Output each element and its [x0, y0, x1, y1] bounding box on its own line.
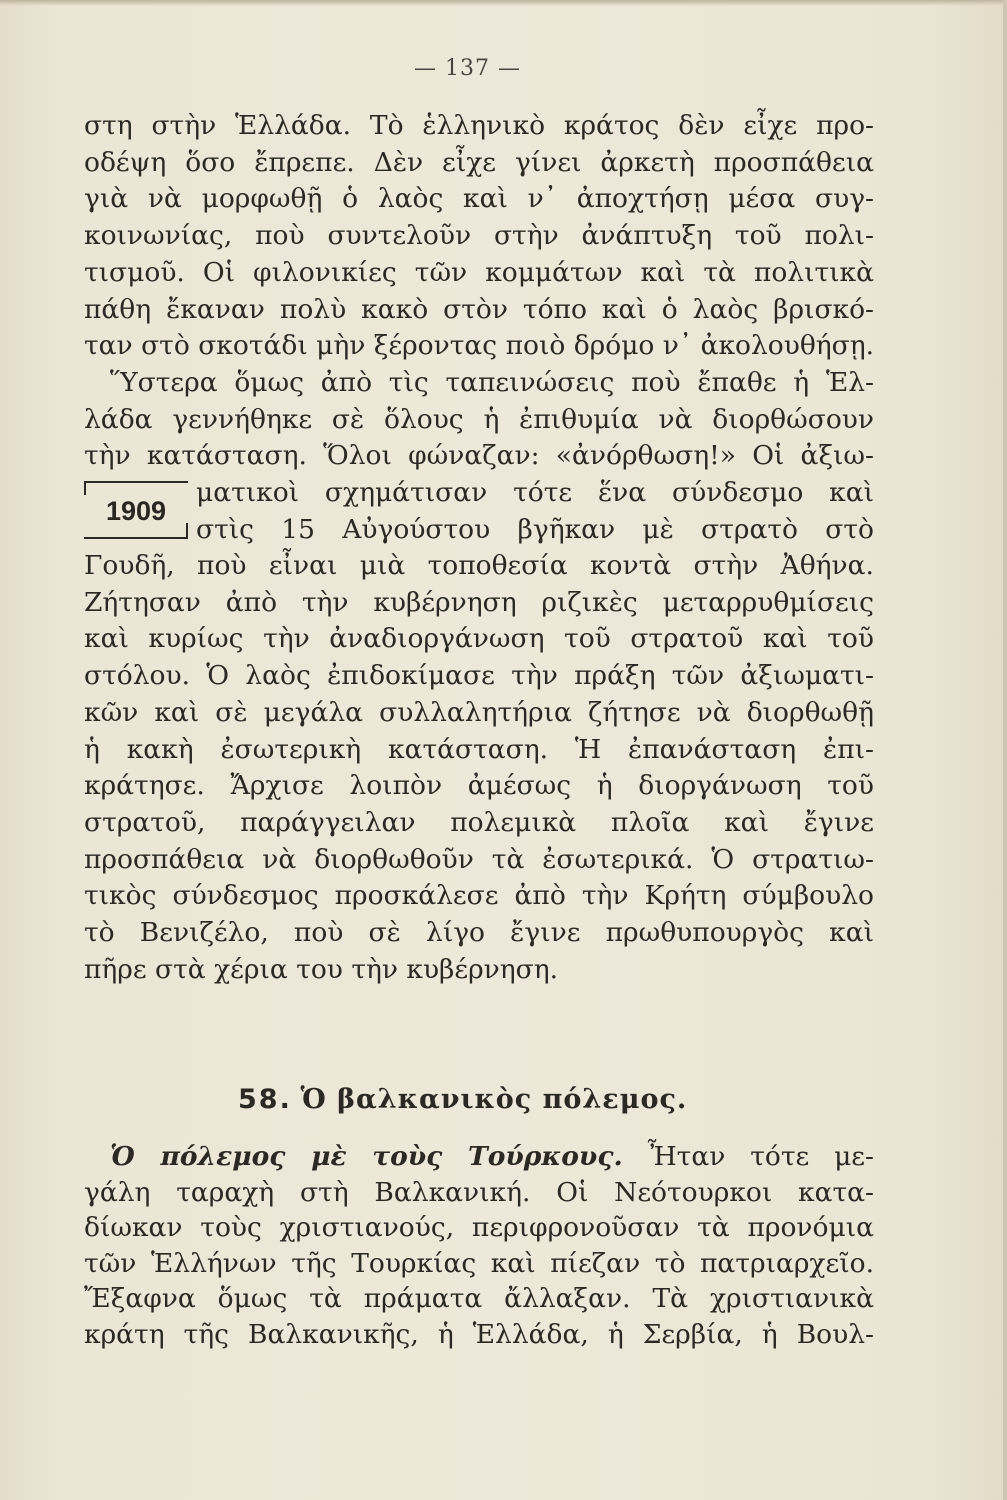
text-line: στρατοῦ, παράγγειλαν πολεμικὰ πλοῖα καὶ ἔγινε	[84, 806, 874, 838]
text-line: τὴν κατάσταση. Ὅλοι φώναζαν: «ἀνόρθωση!» Οἱ ἀξιω-	[84, 440, 874, 472]
text-line: κράτησε. Ἄρχισε λοιπὸν ἀμέσως ἡ διοργάνωση τοῦ	[84, 770, 874, 802]
text-line: ἡ κακὴ ἐσωτερικὴ κατάσταση. Ἡ ἐπανάσταση ἐπι-	[84, 733, 874, 765]
text-line: Γουδῆ, ποὺ εἶναι μιὰ τοποθεσία κοντὰ στὴν Ἀθήνα.	[84, 550, 874, 582]
text-line: τικὸς σύνδεσμος προσκάλεσε ἀπὸ τὴν Κρήτη σύμβουλο	[84, 880, 874, 912]
text-line: ματικοὶ σχημάτισαν τότε ἕνα σύνδεσμο καὶ	[196, 477, 874, 509]
section-title: Ὁ βαλκανικὸς πόλεμος.	[300, 1084, 688, 1115]
main-text	[84, 108, 874, 988]
text-line: Ὕστερα ὅμως ἀπὸ τὶς ταπεινώσεις ποὺ ἔπαθε ἡ Ἑλ-	[110, 366, 874, 398]
section-text	[84, 1139, 874, 1353]
text-line: Ἔξαφνα ὅμως τὰ πράματα ἄλλαξαν. Τὰ χριστιανικὰ	[84, 1283, 874, 1315]
text-fragment: Ἦταν τότε με-	[647, 1141, 874, 1172]
text-line: καὶ κυρίως τὴν ἀναδιοργάνωση τοῦ στρατοῦ καὶ τοῦ	[84, 623, 874, 655]
text-line: ταν στὸ σκοτάδι μὴν ξέροντας ποιὸ δρόμο ν᾿ ἀκολουθήσῃ.	[84, 330, 874, 362]
text-line: πάθη ἔκαναν πολὺ κακὸ στὸν τόπο καὶ ὁ λαὸς βρισκό-	[84, 293, 874, 325]
text-line: τὸ Βενιζέλο, ποὺ σὲ λίγο ἔγινε πρωθυπουργὸς καὶ	[84, 917, 874, 949]
text-line: γιὰ νὰ μορφωθῇ ὁ λαὸς καὶ ν᾿ ἀποχτήσῃ μέσα συγ-	[84, 183, 874, 215]
text-line: κοινωνίας, ποὺ συντελοῦν στὴν ἀνάπτυξη τοῦ πολι-	[84, 220, 874, 252]
text-line: στη στὴν Ἑλλάδα. Τὸ ἑλληνικὸ κράτος δὲν εἶχε προ-	[84, 110, 874, 141]
text-line	[84, 1139, 874, 1175]
section-subhead: Ὁ πόλεμος μὲ τοὺς Τούρκους.	[110, 1141, 623, 1172]
text-line: στόλου. Ὁ λαὸς ἐπιδοκίμασε τὴν πράξη τῶν ἀξιωματι-	[84, 660, 874, 692]
year-box	[84, 481, 188, 539]
year-margin-row	[84, 475, 874, 548]
section-number: 58.	[238, 1084, 292, 1115]
page-number: — 137 —	[414, 56, 521, 81]
text-line: προσπάθεια νὰ διορθωθοῦν τὰ ἐσωτερικά. Ὁ στρατιω-	[84, 843, 874, 875]
text-line: κῶν καὶ σὲ μεγάλα συλλαλητήρια ζήτησε νὰ διορθωθῇ	[84, 696, 874, 728]
section-heading	[238, 1084, 687, 1115]
page-top-edge	[0, 0, 1007, 6]
text-line: στὶς 15 Αὐγούστου βγῆκαν μὲ στρατὸ στὸ	[196, 513, 874, 545]
text-line: γάλη ταραχὴ στὴ Βαλκανική. Οἱ Νεότουρκοι κατα-	[84, 1176, 874, 1208]
page-right-edge	[1003, 0, 1007, 1500]
year-label: 1909	[105, 496, 167, 527]
text-line: λάδα γεννήθηκε σὲ ὅλους ἡ ἐπιθυμία νὰ διορθώσουν	[84, 403, 874, 435]
text-line: Ζήτησαν ἀπὸ τὴν κυβέρνηση ριζικὲς μεταρρυθμίσεις	[84, 586, 874, 618]
text-line: δίωκαν τοὺς χριστιανούς, περιφρονοῦσαν τὰ προνόμια	[84, 1212, 874, 1244]
text-line: οδέψη ὅσο ἔπρεπε. Δὲν εἶχε γίνει ἀρκετὴ προσπάθεια	[84, 146, 874, 178]
text-line: κράτη τῆς Βαλκανικῆς, ἡ Ἑλλάδα, ἡ Σερβία, ἡ Βουλ-	[84, 1318, 874, 1350]
text-line: πῆρε στὰ χέρια του τὴν κυβέρνηση.	[84, 953, 559, 985]
text-line: τισμοῦ. Οἱ φιλονικίες τῶν κομμάτων καὶ τὰ πολιτικὰ	[84, 256, 874, 288]
text-line: τῶν Ἑλλήνων τῆς Τουρκίας καὶ πίεζαν τὸ πατριαρχεῖο.	[84, 1247, 874, 1279]
